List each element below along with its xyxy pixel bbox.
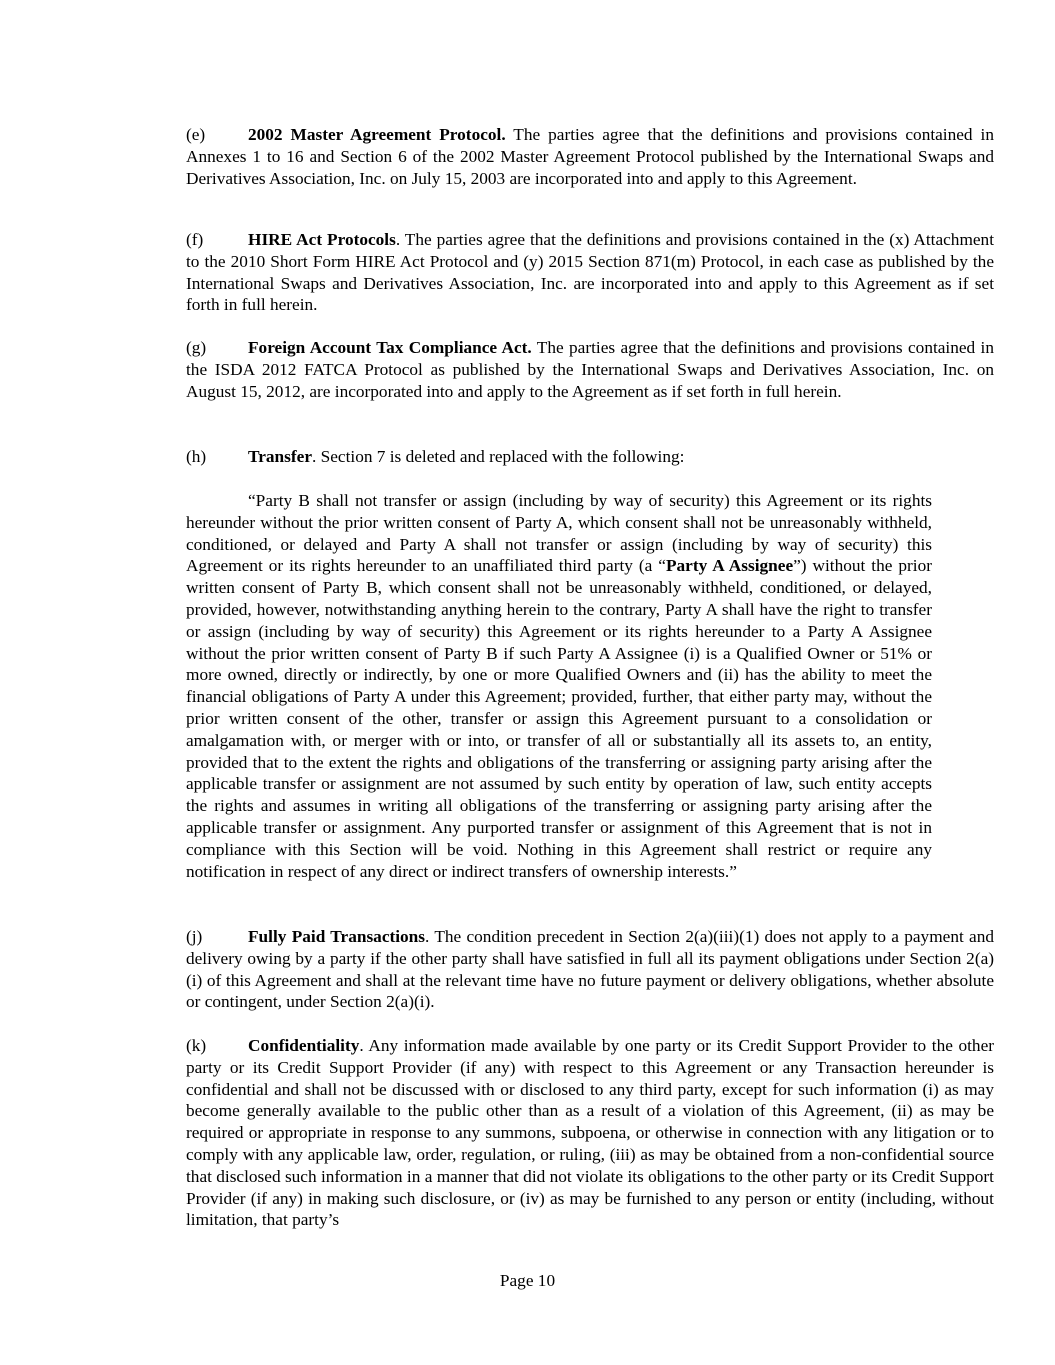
section-h-title: Transfer: [248, 447, 312, 466]
section-j-label: (j): [186, 927, 203, 946]
section-f-text: . The parties agree that the definitions and provisions contained in the (x) Attachment to the 2010 Short Form HIRE Act Protocol and (y) 2015 Section 871(m) Protocol, in each case as published by the International Swaps and Derivatives Association, Inc. are incorporated into and apply to this Agreement as if set forth in full herein.: [186, 230, 994, 315]
section-j-text: . The condition precedent in Section 2(a)(iii)(1) does not apply to a payment and delivery owing by a party if the other party shall have satisfied in full all its payment obligations under Section 2(a)(i) of this Agreement and shall at the relevant time have no future payment or delivery obligations, whether absolute or contingent, under Section 2(a)(i).: [186, 927, 994, 1012]
section-j: [124, 926, 994, 1013]
transfer-quote-defined-term: Party A Assignee: [665, 556, 794, 576]
section-h: [124, 446, 994, 468]
section-h-label: (h): [186, 447, 207, 466]
section-g: [124, 337, 994, 402]
section-k-label: (k): [186, 1036, 207, 1055]
transfer-quote: [186, 490, 932, 882]
section-e-label: (e): [186, 125, 206, 144]
section-e: [124, 124, 994, 189]
section-g-text: The parties agree that the definitions and provisions contained in the ISDA 2012 FATCA Protocol as published by the International Swaps and Derivatives Association, Inc. on August 15, 2012, are incorporated into and apply to the Agreement as if set forth in full herein.: [186, 338, 994, 401]
section-g-title: Foreign Account Tax Compliance Act.: [248, 338, 532, 357]
section-e-title: 2002 Master Agreement Protocol.: [248, 125, 506, 144]
transfer-quote-part2: ”) without the prior written consent of Party B, which consent shall not be unreasonably withheld, conditioned, or delayed, provided, however, notwithstanding anything herein to the contrary, Party A shall have the right to transfer or assign (including by way of security) this Agreement or its rights hereunder to a Party A Assignee without the prior written consent of Party B if such Party A Assignee (i) is a Qualified Owner or 51% or more owned, directly or indirectly, by one or more Qualified Owners and (ii) has the ability to meet the financial obligations of Party A under this Agreement; provided, further, that either party may, without the prior written consent of the other, transfer or assign this Agreement pursuant to a consolidation or amalgamation with, or merger with or into, or transfer of all or substantially all its assets to, an entity, provided that to the extent the rights and obligations of the transferring or assigning party arising after the applicable transfer or assignment are not assumed by such entity by operation of law, such entity accepts the rights and assumes in writing all obligations of the transferring or assigning party arising after the applicable transfer or assignment. Any purported transfer or assignment of this Agreement that is not in compliance with this Section will be void. Nothing in this Agreement shall restrict or require any notification in respect of any direct or indirect transfers of ownership interests.”: [186, 556, 932, 881]
section-f: [124, 229, 994, 316]
section-h-text: . Section 7 is deleted and replaced with the following:: [312, 447, 685, 466]
transfer-quote-part1: “Party B shall not transfer or assign (including by way of security) this Agreement or its rights hereunder without the prior written consent of Party A, which consent shall not be unreasonably withheld, conditioned, or delayed and Party A shall not transfer or assign (including by way of security) this Agreement or its rights hereunder to an unaffiliated third party (a “: [186, 491, 932, 576]
section-k: [124, 1035, 994, 1231]
section-g-label: (g): [186, 338, 207, 357]
section-j-title: Fully Paid Transactions: [248, 927, 426, 946]
page-number: Page 10: [499, 1271, 556, 1290]
section-k-title: Confidentiality: [248, 1036, 360, 1055]
section-e-text: The parties agree that the definitions and provisions contained in Annexes 1 to 16 and Section 6 of the 2002 Master Agreement Protocol published by the International Swaps and Derivatives Association, Inc. on July 15, 2003 are incorporated into and apply to this Agreement.: [186, 125, 994, 188]
section-f-title: HIRE Act Protocols: [248, 230, 396, 249]
section-k-text: . Any information made available by one party or its Credit Support Provider to the other party or its Credit Support Provider (if any) with respect to this Agreement or any Transaction hereunder is confidential and shall not be discussed with or disclosed to any third party, except for such information (i) as may become generally available to the public other than as a result of a violation of this Agreement, (ii) as may be required or appropriate in response to any summons, subpoena, or otherwise in connection with any litigation or to comply with any applicable law, order, regulation, or ruling, (iii) as may be obtained from a non-confidential source that disclosed such information in a manner that did not violate its obligations to the other party or its Credit Support Provider (if any) in making such disclosure, or (iv) as may be furnished to any person or entity (including, without limitation, that party’s: [186, 1036, 994, 1230]
section-f-label: (f): [186, 230, 204, 249]
